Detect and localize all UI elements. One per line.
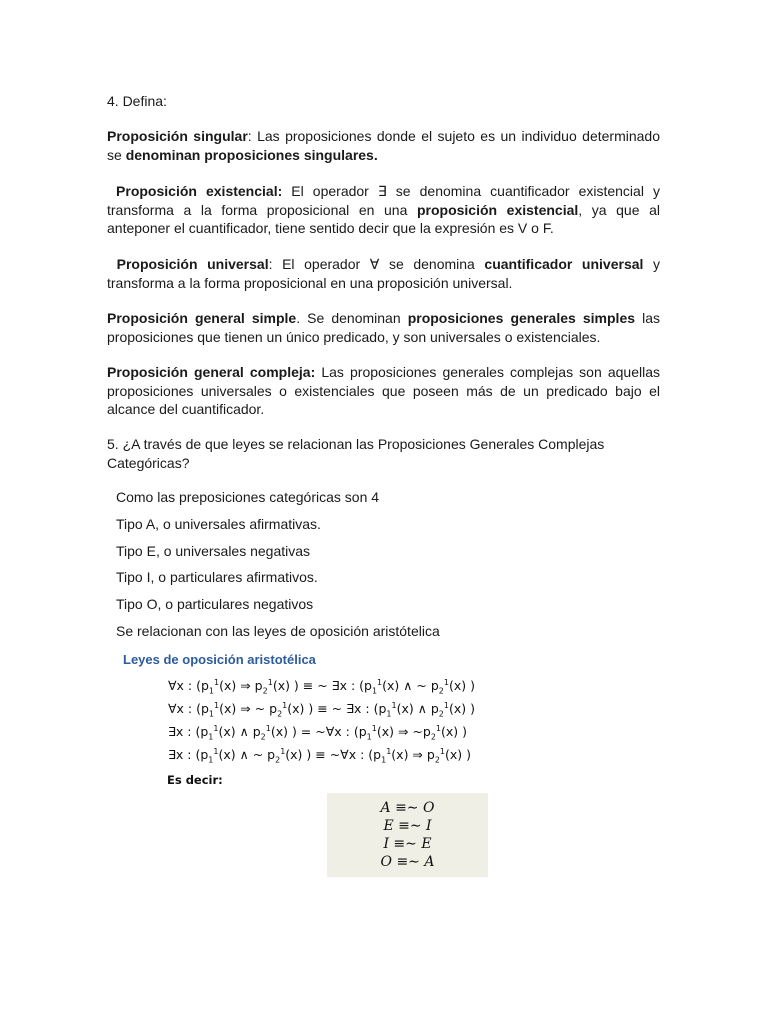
term-general-simple: Proposición general simple <box>107 310 297 326</box>
question-4-heading: 4. Defina: <box>107 93 167 109</box>
term-singular: Proposición singular <box>107 128 248 144</box>
list-item: Como las preposiciones categóricas son 4 <box>116 489 380 505</box>
laws-title: Leyes de oposición aristotélica <box>123 652 316 667</box>
def-general-simple: Proposición general simple. Se denominan proposiciones generales simples las proposiciones que tienen un único predicado, y son universales o existenciales. <box>107 310 660 345</box>
equivalence-line: I ≡∼ E <box>383 836 432 852</box>
question-5: 5. ¿A través de que leyes se relacionan las Proposiciones Generales Complejas Categóricas? <box>107 436 605 471</box>
formula-3: ∃x : ($p_1^1(x)$ ∧ $p_2^1(x)$ ) = ~∀x : ($p_1^1(x)$ ⇒ $\sim p_2^1(x)$ ) <box>168 724 468 742</box>
def-general-compleja: Proposición general compleja: Las proposiciones generales complejas son aquellas proposiciones universales o existenciales que poseen más de un predicado bajo el alcance del cuantificador. <box>107 364 660 417</box>
def-existencial: Proposición existencial: El operador ∃ se denomina cuantificador existencial y transforma a la forma proposicional en una proposición existencial, ya que al anteponer el cuantificador, tiene sentido decir que la expresión es V o F. <box>107 183 660 236</box>
equivalence-line: A ≡∼ O <box>380 800 435 816</box>
def-universal: Proposición universal: El operador ∀ se denomina cuantificador universal y transforma a la forma proposicional en una proposición universal. <box>107 256 661 291</box>
list-item: Tipo O, o particulares negativos <box>116 596 314 613</box>
equivalence-line: E ≡∼ I <box>383 818 432 834</box>
equivalence-line: O ≡∼ A <box>380 854 435 870</box>
list-item: Tipo E, o universales negativas <box>116 542 311 559</box>
equivalences-box <box>327 793 488 877</box>
es-decir-label: Es decir: <box>167 773 223 787</box>
categorical-list <box>116 488 440 649</box>
term-general-compleja: Proposición general compleja: <box>107 364 316 380</box>
list-item: Tipo I, o particulares afirmativos. <box>116 569 318 586</box>
formula-2: ∀x : ($p_1^1(x)$ ⇒ ~ $p_2^1(x)$ ) ≡ ~ ∃x : ($p_1^1(x)$ ∧ $p_2^1(x)$ ) <box>168 701 475 719</box>
list-item: Tipo A, o universales afirmativas. <box>116 515 321 532</box>
list-item: Se relacionan con las leyes de oposición aristótelica <box>116 622 440 639</box>
term-universal: Proposición universal <box>116 256 269 272</box>
def-singular: Proposición singular: Las proposiciones donde el sujeto es un individuo determinado se denominan proposiciones singulares. <box>107 128 660 163</box>
term-existencial: Proposición existencial: <box>116 183 283 199</box>
formula-1: ∀x : ($p_1^1(x)$ ⇒ $p_2^1(x)$ ) ≡ ~ ∃x : ($p_1^1(x)$ ∧ ~ $p_2^1(x)$ ) <box>168 678 475 696</box>
formula-4: ∃x : ($p_1^1(x)$ ∧ ~ $p_2^1(x)$ ) ≡ ~∀x : ($p_1^1(x)$ ⇒ $p_2^1(x)$ ) <box>168 747 472 765</box>
